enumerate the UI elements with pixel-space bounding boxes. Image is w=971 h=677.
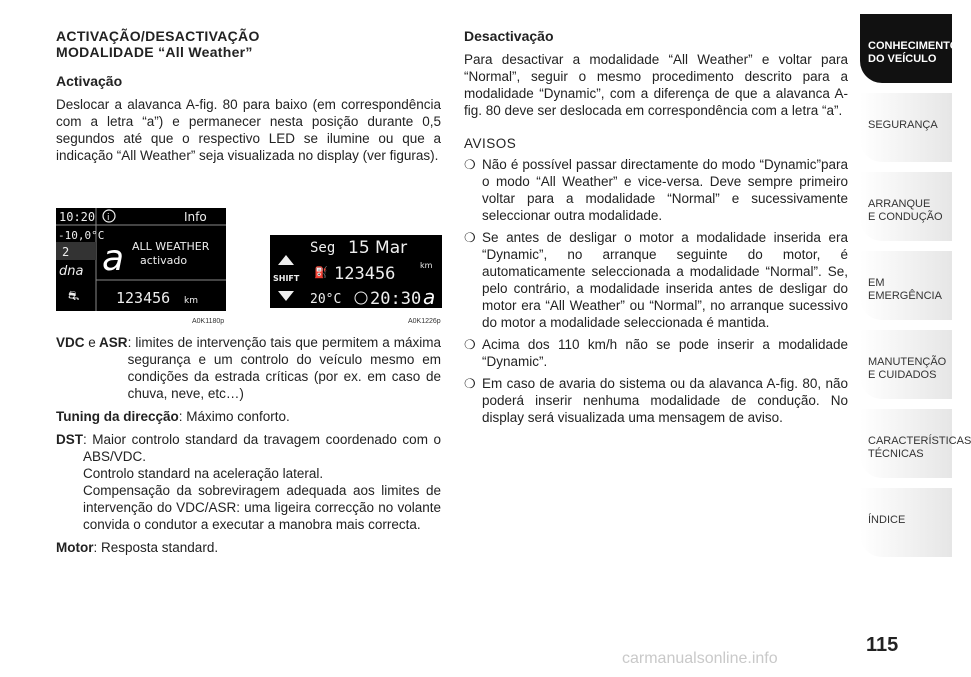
warning-text: Não é possível passar directamente do modo “Dynamic”para o modo “All Weather” e vice-versa. Deve sempre primeiro voltar para a modalidade “Normal” e sucessivamente seleccionar outra modalidade. xyxy=(482,157,848,223)
vdc-asr-text: : limites de intervenção tais que permitem a máxima segurança e um controlo do veículo mesmo em condições da estrada críticas (por ex. em caso de chuva, neve, etc…) xyxy=(127,335,441,401)
lcd1-odo: 123456 xyxy=(116,289,171,307)
sidebar-tab-1[interactable] xyxy=(860,93,952,162)
lcd1-msg2: activado xyxy=(140,254,188,267)
activation-paragraph: Deslocar a alavanca A-fig. 80 para baixo (em correspondência com a letra “a”) e permanecer nesta posição durante 0,5 segundos até que o respectivo LED se ilumine ou que a indicação “All Weather” seja visualizada no display (ver figuras). xyxy=(56,97,441,163)
deactivation-paragraph: Para desactivar a modalidade “All Weather” e voltar para “Normal”, seguir o mesmo procedimento descrito para a modalidade “Dynamic”, com a diferença de que a alavanca A-fig. 80 deve ser deslocada em correspondência com a letra “a”. xyxy=(464,52,848,118)
bullet-circle-icon: ❍ xyxy=(464,376,476,391)
left-column xyxy=(56,28,441,562)
tuning-text: : Máximo conforto. xyxy=(178,409,290,424)
warning-item xyxy=(464,375,848,426)
lcd1-temp: -10,0°C xyxy=(58,229,105,242)
dst-text-3: Compensação da sobreviragem adequada aos limites de intervenção do VDC/ASR: uma ligeira correcção no volante convida o condutor a executar a manobra mais correcta. xyxy=(83,483,441,532)
motor-label: Motor xyxy=(56,540,94,555)
sidebar-tab-2[interactable] xyxy=(860,172,952,241)
sidebar-tab-label: SEGURANÇA xyxy=(868,119,938,131)
dst-label: DST xyxy=(56,432,83,447)
figure-1-caption: A0K1180p xyxy=(192,318,225,325)
dst-text-1: : Maior controlo standard da travagem coordenado com o ABS/VDC. xyxy=(83,432,441,464)
lcd1-msg1: ALL WEATHER xyxy=(132,240,210,253)
avisos-title: AVISOS xyxy=(464,136,517,151)
bullet-circle-icon: ❍ xyxy=(464,230,476,245)
section-heading xyxy=(56,28,441,60)
dst-text-2: Controlo standard na aceleração lateral. xyxy=(83,466,324,481)
warning-item xyxy=(464,229,848,331)
warning-text: Acima dos 110 km/h não se pode inserir a modalidade “Dynamic”. xyxy=(482,337,848,369)
motor-text: : Resposta standard. xyxy=(93,540,219,555)
sidebar-tab-label: ARRANQUE E CONDUÇÃO xyxy=(868,198,943,223)
vdc-label: VDC xyxy=(56,335,85,350)
warning-item xyxy=(464,156,848,224)
warning-item xyxy=(464,336,848,370)
lcd1-info: Info xyxy=(184,210,207,224)
lcd1-dna: dna xyxy=(59,264,84,279)
lcd2-time: 20:30 xyxy=(370,289,422,309)
svg-text:i: i xyxy=(107,213,110,223)
definition-motor xyxy=(56,539,441,556)
warning-text: Em caso de avaria do sistema ou da alavanca A-fig. 80, não poderá inserir nenhuma modalidade de condução. No display será visualizada uma mensagem de aviso. xyxy=(482,376,848,425)
sidebar-tab-label: ÍNDICE xyxy=(868,514,906,526)
heading-line-2: MODALIDADE “All Weather” xyxy=(56,44,253,60)
sidebar-tab-3[interactable] xyxy=(860,251,952,320)
lcd2-odo: 123456 xyxy=(334,264,396,284)
bullet-circle-icon: ❍ xyxy=(464,337,476,352)
bullet-circle-icon: ❍ xyxy=(464,157,476,172)
lcd2-day: Seg xyxy=(310,240,336,256)
sidebar-tab-label: MANUTENÇÃO E CUIDADOS xyxy=(868,356,947,381)
sidebar-tab-5[interactable] xyxy=(860,409,971,478)
and-label: e xyxy=(88,335,96,350)
sidebar-tab-6[interactable] xyxy=(860,488,952,557)
display-figure-all-weather xyxy=(56,208,226,311)
tuning-label: Tuning da direcção xyxy=(56,409,179,424)
fuel-icon: ⛽ xyxy=(314,266,328,279)
lcd1-unit: km xyxy=(184,296,198,306)
right-column xyxy=(464,28,848,431)
heading-line-1: ACTIVAÇÃO/DESACTIVAÇÃO xyxy=(56,28,260,44)
lcd2-temp: 20°C xyxy=(310,292,342,307)
definition-dst xyxy=(56,431,441,533)
warnings-list xyxy=(464,156,848,426)
asr-label: ASR xyxy=(99,335,128,350)
sidebar-tab-label: CARACTERÍSTICAS TÉCNICAS xyxy=(868,435,971,460)
sidebar-tab-label: CONHECIMENTO DO VEÍCULO xyxy=(868,40,959,65)
sidebar-tab-4[interactable] xyxy=(860,330,952,399)
deactivation-subheading: Desactivação xyxy=(464,28,554,44)
lcd2-letter: a xyxy=(423,285,436,309)
warning-text: Se antes de desligar o motor a modalidade inserida era “Dynamic”, no arranque seguinte do motor, é automaticamente seleccionada a modalidade “Normal”. Se, pelo contrário, a modalidade inserida antes de desligar do motor era “All Weather” ou “Normal”, no arranque sucessivo do motor a modalidade seleccionada é mantida. xyxy=(482,230,848,330)
lcd2-unit: km xyxy=(420,261,433,270)
chapter-sidebar xyxy=(860,14,971,567)
car-icon: ⛐ xyxy=(68,289,80,304)
figure-2-caption: A0K1226p xyxy=(408,318,441,325)
display-figure-clock xyxy=(270,235,442,308)
watermark: carmanualsonline.info xyxy=(622,650,778,667)
lcd1-time: 10:20 xyxy=(59,210,96,224)
shift-label: SHIFT xyxy=(273,274,300,283)
definitions xyxy=(56,334,441,556)
definition-tuning xyxy=(56,408,441,425)
definition-vdc-asr xyxy=(56,334,441,402)
sidebar-tab-0[interactable] xyxy=(860,14,959,83)
figures-row xyxy=(56,208,441,325)
lcd1-letter: a xyxy=(102,238,125,279)
lcd1-gear: 2 xyxy=(62,245,70,259)
sidebar-tab-label: EM EMERGÊNCIA xyxy=(868,277,942,302)
activation-subheading: Activação xyxy=(56,73,123,89)
lcd2-date: 15 Mar xyxy=(348,238,408,258)
page-number: 115 xyxy=(866,634,899,656)
